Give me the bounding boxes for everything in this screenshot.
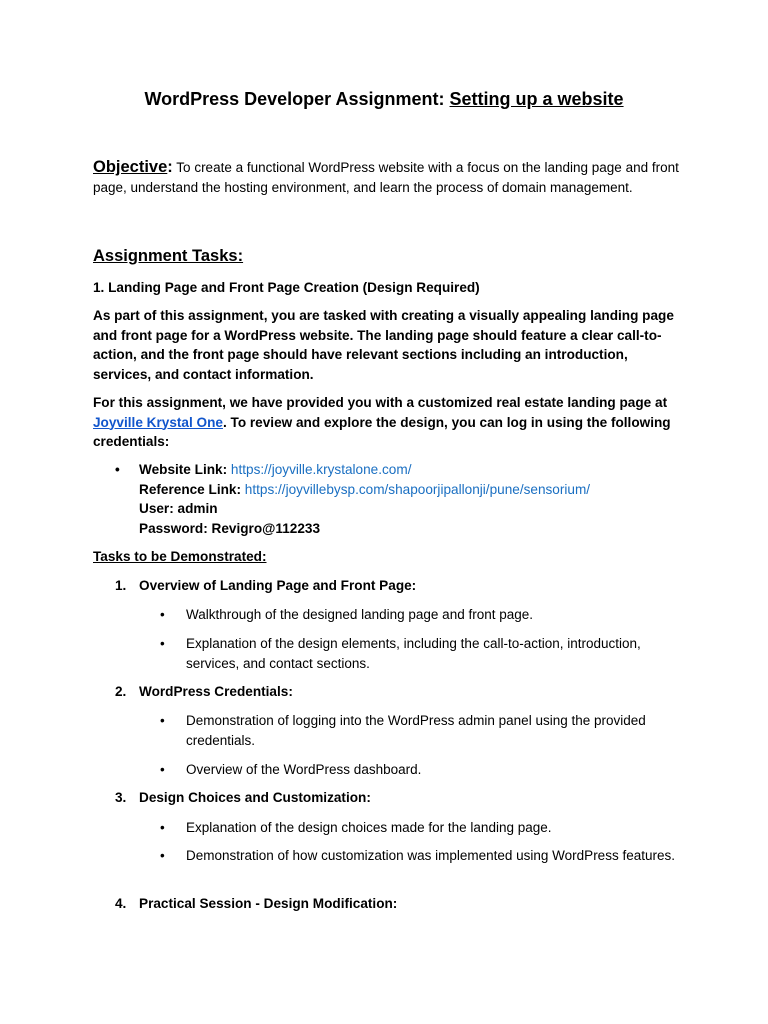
page-title — [0, 86, 768, 112]
assignment-tasks-heading: Assignment Tasks: — [93, 247, 244, 265]
item-title: Design Choices and Customization: — [139, 790, 371, 805]
password-line: Password: Revigro@112233 — [139, 520, 320, 536]
bullet-icon: • — [160, 820, 165, 835]
item-number: 2. — [115, 684, 127, 699]
bullet-text: Explanation of the design elements, including the call-to-action, introduction, services, and contact sections. — [186, 636, 641, 671]
list-item — [160, 634, 680, 673]
item-title: Overview of Landing Page and Front Page: — [139, 578, 417, 593]
bullet-icon: • — [160, 848, 165, 863]
bullet-icon: • — [160, 636, 165, 651]
paragraph-2-text-after: . To review and explore the design, you can log in using the following credentials: — [93, 414, 671, 449]
website-url-link[interactable]: https://joyville.krystalone.com/ — [230, 462, 412, 477]
reference-link-line — [139, 480, 715, 500]
list-item — [160, 605, 680, 625]
bullet-text: Walkthrough of the designed landing page and front page. — [186, 607, 534, 622]
objective-paragraph — [93, 158, 683, 197]
page-title-underlined: Setting up a website — [449, 89, 624, 109]
credentials-list — [115, 460, 715, 538]
bullet-text: Demonstration of logging into the WordPress admin panel using the provided credentials. — [186, 713, 646, 748]
bullet-text: Overview of the WordPress dashboard. — [186, 762, 422, 777]
objective-label: Objective — [93, 158, 168, 176]
item-number: 4. — [115, 896, 127, 911]
credentials-list-item — [115, 460, 715, 538]
item-title: Practical Session - Design Modification: — [139, 896, 398, 911]
bullet-icon: • — [160, 762, 165, 777]
objective-text: To create a functional WordPress website with a focus on the landing page and front page, understand the hosting environment, and learn the process of domain management. — [93, 160, 679, 195]
user-line: User: admin — [139, 501, 218, 516]
bullet-text: Demonstration of how customization was implemented using WordPress features. — [186, 848, 675, 863]
tasks-demonstrated-heading: Tasks to be Demonstrated: — [93, 549, 267, 564]
list-item — [160, 846, 680, 866]
bullet-text: Explanation of the design choices made for the landing page. — [186, 820, 552, 835]
paragraph-2-text-before: For this assignment, we have provided you with a customized real estate landing page at — [93, 395, 668, 410]
item-number: 3. — [115, 790, 127, 805]
list-item — [160, 818, 680, 838]
website-link-label: Website Link: — [139, 462, 231, 477]
website-link-line — [139, 460, 715, 480]
section-1-paragraph-1: As part of this assignment, you are tasked with creating a visually appealing landing page and front page for a WordPress website. The landing page should feature a clear call-to-action, and the front page should have relevant sections including an introduction, services, and contact information. — [93, 308, 674, 382]
bullet-icon: • — [160, 607, 165, 622]
reference-url-link[interactable]: https://joyvillebysp.com/shapoorjipallonji/pune/sensorium/ — [244, 481, 591, 497]
item-number: 1. — [115, 578, 127, 593]
joyville-krystal-one-link[interactable]: Joyville Krystal One — [93, 414, 223, 430]
item-title: WordPress Credentials: — [139, 684, 293, 699]
objective-colon: : — [167, 158, 173, 176]
page-title-prefix: WordPress Developer Assignment: — [144, 89, 450, 109]
list-item — [160, 711, 680, 750]
section-1-title: 1. Landing Page and Front Page Creation (Design Required) — [93, 280, 480, 295]
reference-link-label: Reference Link: — [139, 481, 245, 497]
bullet-icon: • — [115, 462, 120, 477]
list-item — [160, 760, 680, 780]
bullet-icon: • — [160, 713, 165, 728]
section-1-paragraph-2 — [93, 393, 683, 452]
